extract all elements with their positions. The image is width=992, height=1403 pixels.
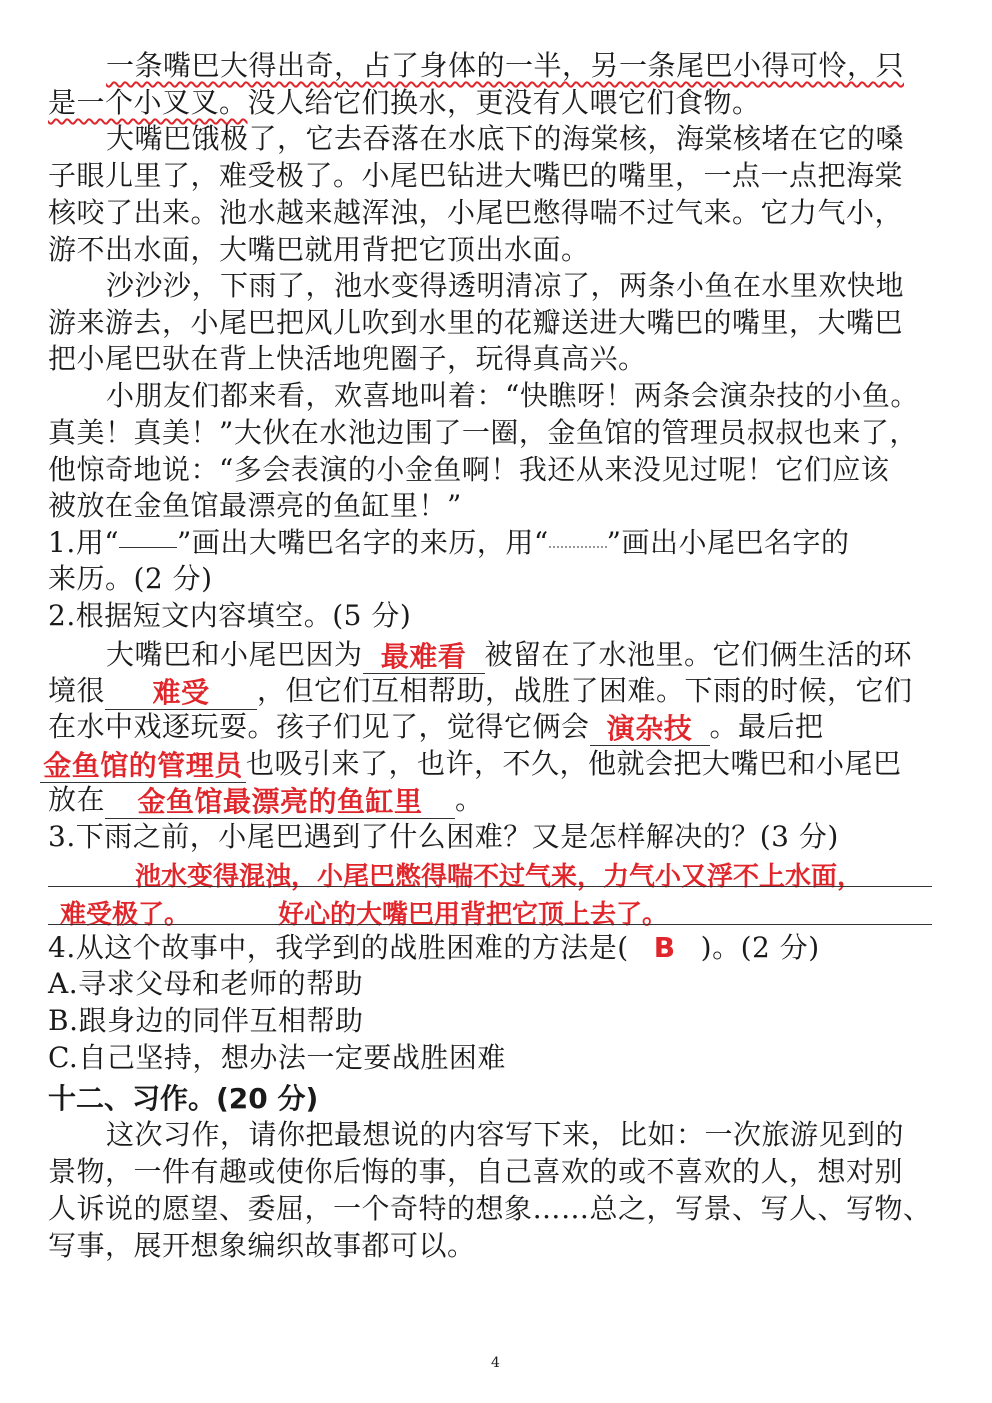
option-b: B.跟身边的同伴互相帮助: [48, 1004, 364, 1037]
question-1-line2: 来历。(2 分): [48, 562, 213, 595]
q2-text: ，但它们互相帮助，战胜了困难。下雨的时候，它们: [257, 674, 913, 707]
answer-blank: [590, 709, 710, 746]
essay-prompt-line: 景物，一件有趣或使你后悔的事，自己喜欢的或不喜欢的人，想对别: [48, 1155, 904, 1188]
handwritten-answer: 好心的大嘴巴用背把它顶上去了。: [278, 900, 669, 930]
q2-text: 。最后把: [709, 710, 824, 743]
option-a: A.寻求父母和老师的帮助: [48, 967, 364, 1000]
passage-line: 把小尾巴驮在背上快活地兜圈子，玩得真高兴。: [48, 342, 647, 375]
passage-line: 真美！真美！”大伙在水池边围了一圈，金鱼馆的管理员叔叔也来了，: [48, 416, 918, 449]
q4-text: 4.从这个故事中，我学到的战胜困难的方法是(: [48, 931, 629, 964]
q2-line: [40, 746, 902, 783]
q1-text: ”画出小尾巴名字的: [606, 526, 850, 559]
answer-line: [48, 924, 932, 925]
passage-line: 游不出水面，大嘴巴就用背把它顶出水面。: [48, 233, 590, 266]
handwritten-answer: 演杂技: [606, 712, 693, 745]
q2-line: [48, 782, 484, 819]
question-1: [48, 525, 850, 561]
handwritten-answer: 金鱼馆最漂亮的鱼缸里: [137, 785, 423, 818]
passage-line: 子眼儿里了，难受极了。小尾巴钻进大嘴巴的嘴里，一点一点把海棠: [48, 159, 904, 192]
question-4-title: [48, 930, 820, 966]
passage-line: 他惊奇地说：“多会表演的小金鱼啊！我还从来没见过呢！它们应该: [48, 453, 890, 486]
section-heading: 十二、习作。(20 分): [48, 1082, 319, 1115]
q2-text: 也吸引来了，也许，不久，他就会把大嘴巴和小尾巴: [246, 747, 902, 780]
passage-line: 沙沙沙，下雨了，池水变得透明清凉了，两条小鱼在水里欢快地: [106, 269, 905, 302]
passage-line: 大嘴巴饿极了，它去吞落在水底下的海棠核，海棠核堵在它的嗓: [106, 122, 905, 155]
handwritten-answer: 金鱼馆的管理员: [43, 749, 243, 782]
q2-text: 大嘴巴和小尾巴因为: [106, 638, 363, 671]
q2-line: [106, 637, 912, 674]
passage-line: 一条嘴巴大得出奇，占了身体的一半，另一条尾巴小得可怜，只: [106, 49, 905, 82]
handwritten-answer: 最难看: [380, 640, 467, 673]
passage-line: 小朋友们都来看，欢喜地叫着：“快瞧呀！两条会演杂技的小鱼。: [106, 379, 919, 412]
wavy-underlined-text: 是一个小叉叉。: [48, 86, 248, 119]
q1-text: 1.用“: [48, 526, 120, 559]
q4-text: )。(2 分): [700, 931, 820, 964]
essay-prompt-line: 这次习作，请你把最想说的内容写下来，比如：一次旅游见到的: [106, 1118, 905, 1151]
handwritten-answer: 难受: [152, 676, 210, 709]
answer-blank: [363, 637, 485, 674]
q2-text: 在水中戏逐玩耍。孩子们见了，觉得它俩会: [48, 710, 590, 743]
question-3-title: 3.下雨之前，小尾巴遇到了什么困难？又是怎样解决的？(3 分): [48, 820, 839, 853]
passage-line: 游来游去，小尾巴把风儿吹到水里的花瓣送进大嘴巴的嘴里，大嘴巴: [48, 306, 904, 339]
handwritten-answer: B: [653, 931, 676, 964]
answer-line: [48, 886, 932, 887]
answer-blank: [105, 782, 455, 819]
essay-prompt-line: 人诉说的愿望、委屈，一个奇特的想象……总之，写景、写人、写物、: [48, 1192, 932, 1225]
handwritten-answer: 池水变得混浊，小尾巴憋得喘不过气来，力气小又浮不上水面，: [135, 862, 864, 892]
passage-line: [48, 85, 761, 121]
q2-text: 。: [455, 783, 484, 816]
q2-text: 放在: [48, 783, 106, 816]
q2-text: 被留在了水池里。它们俩生活的环: [484, 638, 913, 671]
q2-line: [48, 709, 824, 746]
q2-line: [48, 673, 913, 710]
q1-text: ”画出大嘴巴名字的来历，用“: [177, 526, 549, 559]
wavy-underline-example: [549, 528, 607, 548]
page-number: 4: [491, 1355, 500, 1371]
essay-prompt-line: 写事，展开想象编织故事都可以。: [48, 1229, 476, 1262]
passage-text: 没人给它们换水，更没有人喂它们食物。: [247, 86, 761, 119]
solid-underline-example: [119, 529, 177, 548]
answer-blank: [40, 746, 246, 783]
option-c: C.自己坚持，想办法一定要战胜困难: [48, 1041, 506, 1074]
answer-blank: [105, 673, 257, 710]
passage-line: 核咬了出来。池水越来越浑浊，小尾巴憋得喘不过气来。它力气小，: [48, 196, 904, 229]
q2-text: 境很: [48, 674, 106, 707]
handwritten-answer: 难受极了。: [60, 900, 191, 930]
question-2-title: 2.根据短文内容填空。(5 分): [48, 599, 412, 632]
passage-line: 被放在金鱼馆最漂亮的鱼缸里！”: [48, 489, 462, 522]
